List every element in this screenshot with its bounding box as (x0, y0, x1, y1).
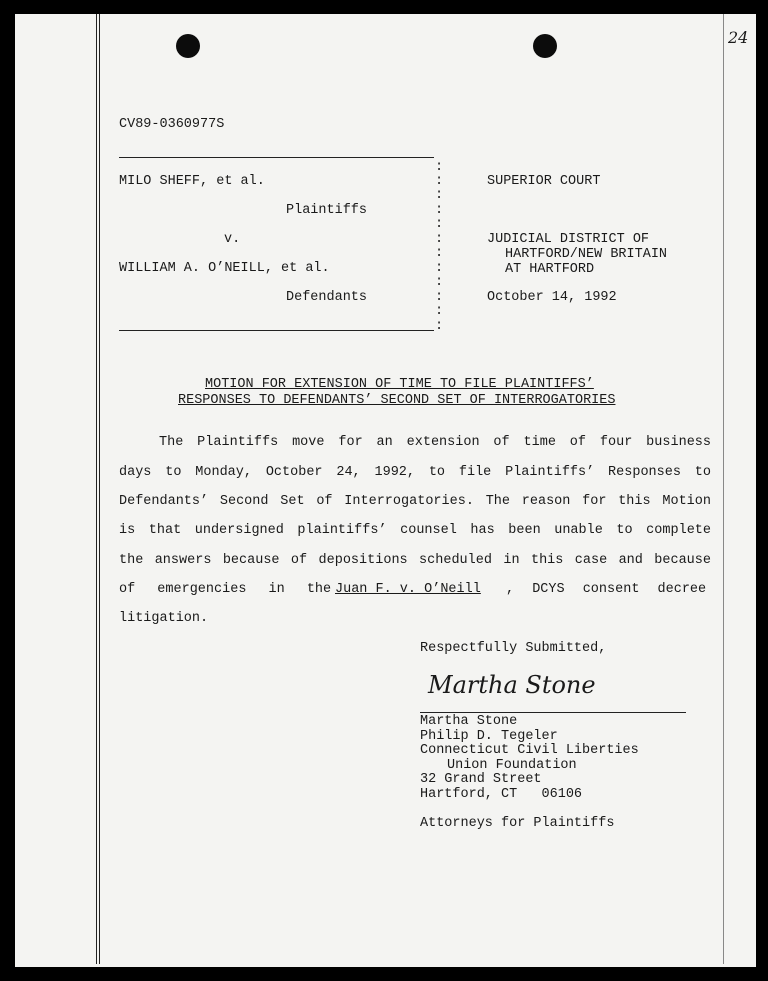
versus: v. (224, 232, 241, 247)
body-line-2: days to Monday, October 24, 1992, to file Plaintiffs’ Responses to (119, 465, 711, 480)
plaintiff-role: Plaintiffs (286, 203, 368, 218)
handwritten-signature: Martha Stone (428, 671, 596, 699)
closing: Respectfully Submitted, (420, 641, 607, 656)
right-margin-rule (723, 14, 724, 964)
caption-colon: : (435, 203, 444, 218)
organization-line-2: Union Foundation (447, 758, 577, 773)
body-line-7: litigation. (119, 611, 209, 626)
body-line-4: is that undersigned plaintiffs’ counsel has been unable to complete (119, 523, 711, 538)
plaintiff-name: MILO SHEFF, et al. (119, 174, 265, 189)
body-line-1: The Plaintiffs move for an extension of time of four business (159, 435, 711, 450)
attorney-name-2: Philip D. Tegeler (420, 729, 558, 744)
caption-colon: : (435, 304, 444, 319)
defendant-name: WILLIAM A. O’NEILL, et al. (119, 261, 330, 276)
caption-colon: : (435, 246, 444, 261)
caption-bottom-rule (119, 330, 434, 331)
caption-colon: : (435, 160, 444, 175)
left-margin-rule (96, 14, 97, 964)
punch-hole-left (176, 34, 200, 58)
motion-title-line-1: MOTION FOR EXTENSION OF TIME TO FILE PLAINTIFFS’ (205, 377, 594, 392)
defendant-role: Defendants (286, 290, 368, 305)
attorney-name-1: Martha Stone (420, 714, 518, 729)
attorney-role: Attorneys for Plaintiffs (420, 816, 615, 831)
case-number: CV89-0360977S (119, 117, 225, 132)
signature-line (420, 712, 686, 713)
caption-colon: : (435, 188, 444, 203)
punch-hole-right (533, 34, 557, 58)
handwritten-page-number: 24 (728, 28, 749, 47)
caption-colon: : (435, 261, 444, 276)
body-line-3: Defendants’ Second Set of Interrogatories. The reason for this Motion (119, 494, 711, 509)
caption-colon: : (435, 174, 444, 189)
district-line-3: AT HARTFORD (505, 262, 595, 277)
caption-colon: : (435, 275, 444, 290)
case-citation: Juan F. v. O’Neill (335, 582, 481, 597)
district-line-2: HARTFORD/NEW BRITAIN (505, 247, 668, 262)
caption-colon: : (435, 232, 444, 247)
filing-date: October 14, 1992 (487, 290, 617, 305)
caption-colon: : (435, 319, 444, 334)
street-address: 32 Grand Street (420, 772, 542, 787)
district-line-1: JUDICIAL DISTRICT OF (487, 232, 650, 247)
body-line-5: the answers because of depositions scheduled in this case and because (119, 553, 711, 568)
caption-colon: : (435, 290, 444, 305)
court-name: SUPERIOR COURT (487, 174, 601, 189)
body-line-6-start: of emergencies in the (119, 582, 332, 597)
city-state-zip: Hartford, CT 06106 (420, 787, 583, 802)
organization-line-1: Connecticut Civil Liberties (420, 743, 639, 758)
caption-top-rule (119, 157, 434, 158)
motion-title-line-2: RESPONSES TO DEFENDANTS’ SECOND SET OF INTERROGATORIES (178, 393, 616, 408)
left-margin-rule-2 (99, 14, 100, 964)
caption-colon: : (435, 217, 444, 232)
body-line-6-end: , DCYS consent decree (506, 582, 707, 597)
